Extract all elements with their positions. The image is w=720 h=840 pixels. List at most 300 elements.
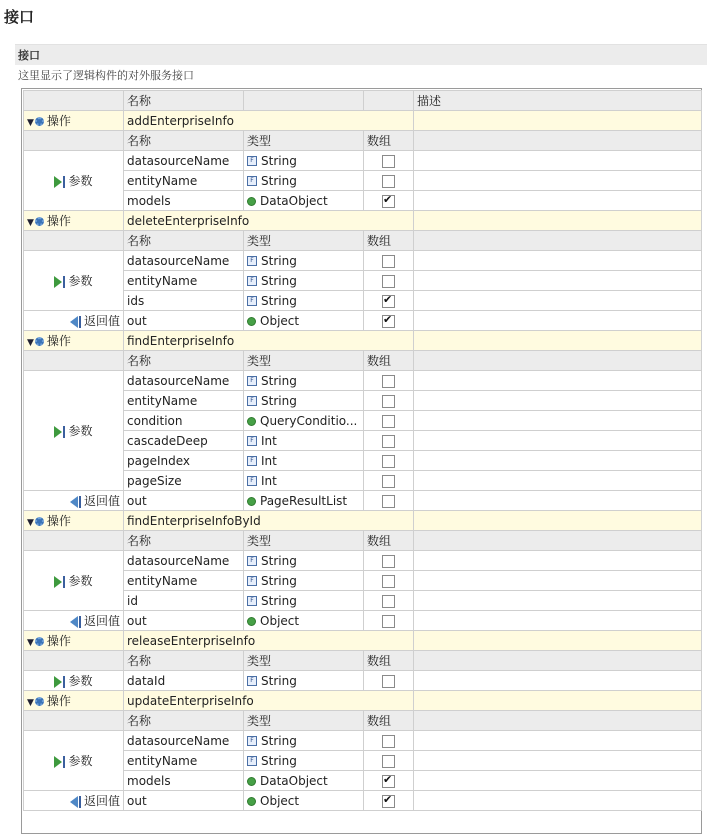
item-array[interactable]	[364, 591, 414, 611]
array-checkbox[interactable]	[382, 735, 395, 748]
object-type-icon	[247, 317, 256, 326]
operation-row[interactable]	[24, 691, 702, 711]
param-in-bar-icon	[63, 176, 65, 188]
operation-label: 操作	[46, 634, 71, 648]
table-row	[24, 151, 702, 171]
returns-label: 返回值	[83, 494, 120, 508]
table-row	[24, 191, 702, 211]
item-array[interactable]	[364, 551, 414, 571]
item-desc	[414, 471, 702, 491]
operation-name: addEnterpriseInfo	[124, 111, 414, 131]
array-checkbox[interactable]	[382, 775, 395, 788]
collapse-triangle-icon[interactable]: ▼	[27, 698, 34, 708]
table-row	[24, 471, 702, 491]
returns-group-label	[24, 491, 124, 511]
table-row	[24, 371, 702, 391]
item-array[interactable]	[364, 271, 414, 291]
operation-row[interactable]	[24, 511, 702, 531]
collapse-triangle-icon[interactable]: ▼	[27, 338, 34, 348]
item-type	[244, 471, 364, 491]
param-in-arrow-icon	[54, 176, 62, 188]
item-type	[244, 571, 364, 591]
item-desc	[414, 591, 702, 611]
item-name: datasourceName	[124, 151, 244, 171]
primitive-type-icon: F	[247, 376, 257, 386]
return-arrow-icon	[70, 616, 78, 628]
operation-label: 操作	[46, 694, 71, 708]
return-arrow-icon	[70, 796, 78, 808]
primitive-type-icon: F	[247, 576, 257, 586]
table-row	[24, 271, 702, 291]
table-row	[24, 771, 702, 791]
collapse-triangle-icon[interactable]: ▼	[27, 518, 34, 528]
params-group-label	[24, 251, 124, 311]
item-type-label: String	[261, 733, 297, 748]
operation-name: updateEnterpriseInfo	[124, 691, 414, 711]
array-checkbox[interactable]	[382, 395, 395, 408]
section-title: 接口	[18, 49, 40, 62]
table-row	[24, 451, 702, 471]
header-desc: 描述	[414, 91, 702, 111]
item-array[interactable]	[364, 311, 414, 331]
header-blank-cell	[244, 91, 364, 111]
item-type	[244, 791, 364, 811]
array-checkbox[interactable]	[382, 275, 395, 288]
object-type-icon	[247, 777, 256, 786]
item-type-label: DataObject	[260, 773, 328, 788]
page-title: 接口	[4, 8, 35, 26]
item-type-label: String	[261, 273, 297, 288]
item-type	[244, 251, 364, 271]
item-name: out	[124, 611, 244, 631]
item-type	[244, 731, 364, 751]
params-group-label	[24, 371, 124, 491]
item-array[interactable]	[364, 671, 414, 691]
table-row	[24, 291, 702, 311]
param-in-bar-icon	[63, 576, 65, 588]
item-type	[244, 371, 364, 391]
primitive-type-icon: F	[247, 736, 257, 746]
array-checkbox[interactable]	[382, 575, 395, 588]
item-array[interactable]	[364, 191, 414, 211]
param-in-bar-icon	[63, 426, 65, 438]
array-checkbox[interactable]	[382, 295, 395, 308]
params-group-label	[24, 151, 124, 211]
sub-header-row	[24, 651, 702, 671]
params-label: 参数	[68, 424, 93, 438]
sub-header-blank	[24, 131, 124, 151]
item-type-label: DataObject	[260, 193, 328, 208]
params-group-label	[24, 551, 124, 611]
params-label: 参数	[68, 574, 93, 588]
param-in-bar-icon	[63, 276, 65, 288]
param-in-arrow-icon	[54, 426, 62, 438]
item-name: pageIndex	[124, 451, 244, 471]
array-checkbox[interactable]	[382, 315, 395, 328]
sub-header-type: 类型	[244, 351, 364, 371]
table-row	[24, 611, 702, 631]
item-array[interactable]	[364, 771, 414, 791]
primitive-type-icon: F	[247, 456, 257, 466]
params-label: 参数	[68, 174, 93, 188]
item-name: entityName	[124, 271, 244, 291]
item-desc	[414, 451, 702, 471]
sub-header-desc	[414, 351, 702, 371]
item-array[interactable]	[364, 171, 414, 191]
item-type	[244, 451, 364, 471]
item-desc	[414, 151, 702, 171]
params-group-label	[24, 671, 124, 691]
item-name: id	[124, 591, 244, 611]
item-type	[244, 151, 364, 171]
operation-name: findEnterpriseInfoById	[124, 511, 414, 531]
array-checkbox[interactable]	[382, 415, 395, 428]
collapse-triangle-icon[interactable]: ▼	[27, 218, 34, 228]
table-row	[24, 571, 702, 591]
operation-name: deleteEnterpriseInfo	[124, 211, 414, 231]
sub-header-array: 数组	[364, 351, 414, 371]
table-row	[24, 391, 702, 411]
item-type-label: PageResultList	[260, 493, 348, 508]
params-label: 参数	[68, 754, 93, 768]
sub-header-row	[24, 351, 702, 371]
item-desc	[414, 251, 702, 271]
item-type	[244, 271, 364, 291]
sub-header-blank	[24, 231, 124, 251]
sub-header-blank	[24, 651, 124, 671]
item-desc	[414, 391, 702, 411]
array-checkbox[interactable]	[382, 175, 395, 188]
sub-header-desc	[414, 711, 702, 731]
operation-row[interactable]	[24, 211, 702, 231]
array-checkbox[interactable]	[382, 255, 395, 268]
operation-row[interactable]	[24, 331, 702, 351]
returns-label: 返回值	[83, 614, 120, 628]
operation-label: 操作	[46, 334, 71, 348]
item-name: pageSize	[124, 471, 244, 491]
sub-header-row	[24, 711, 702, 731]
param-in-arrow-icon	[54, 576, 62, 588]
array-checkbox[interactable]	[382, 555, 395, 568]
sub-header-desc	[414, 131, 702, 151]
operation-toggle[interactable]	[24, 111, 124, 131]
table-row	[24, 671, 702, 691]
item-type	[244, 431, 364, 451]
param-in-arrow-icon	[54, 276, 62, 288]
returns-group-label	[24, 311, 124, 331]
item-desc	[414, 431, 702, 451]
item-array[interactable]	[364, 151, 414, 171]
sub-header-name: 名称	[124, 711, 244, 731]
returns-label: 返回值	[83, 314, 120, 328]
item-array[interactable]	[364, 451, 414, 471]
item-name: out	[124, 311, 244, 331]
gear-icon	[35, 117, 44, 126]
sub-header-type: 类型	[244, 231, 364, 251]
param-in-arrow-icon	[54, 756, 62, 768]
item-name: models	[124, 771, 244, 791]
item-type	[244, 291, 364, 311]
section-header	[15, 44, 707, 65]
primitive-type-icon: F	[247, 436, 257, 446]
sub-header-array: 数组	[364, 131, 414, 151]
operation-toggle[interactable]	[24, 631, 124, 651]
sub-header-desc	[414, 531, 702, 551]
item-name: entityName	[124, 571, 244, 591]
array-checkbox[interactable]	[382, 155, 395, 168]
item-type	[244, 391, 364, 411]
gear-icon	[35, 517, 44, 526]
operation-desc	[414, 691, 702, 711]
sub-header-name: 名称	[124, 131, 244, 151]
interface-table	[23, 90, 702, 811]
table-row	[24, 311, 702, 331]
item-array[interactable]	[364, 751, 414, 771]
param-in-arrow-icon	[54, 676, 62, 688]
item-name: dataId	[124, 671, 244, 691]
item-name: datasourceName	[124, 371, 244, 391]
sub-header-name: 名称	[124, 531, 244, 551]
header-blank-cell	[24, 91, 124, 111]
item-type	[244, 771, 364, 791]
item-array[interactable]	[364, 731, 414, 751]
item-type	[244, 751, 364, 771]
table-row	[24, 591, 702, 611]
array-checkbox[interactable]	[382, 595, 395, 608]
item-type-label: String	[261, 393, 297, 408]
item-desc	[414, 671, 702, 691]
item-type-label: String	[261, 753, 297, 768]
item-desc	[414, 371, 702, 391]
operation-toggle[interactable]	[24, 211, 124, 231]
operation-toggle[interactable]	[24, 511, 124, 531]
sub-header-desc	[414, 651, 702, 671]
item-array[interactable]	[364, 251, 414, 271]
primitive-type-icon: F	[247, 396, 257, 406]
sub-header-desc	[414, 231, 702, 251]
operation-name: releaseEnterpriseInfo	[124, 631, 414, 651]
returns-group-label	[24, 791, 124, 811]
item-name: out	[124, 491, 244, 511]
item-type-label: String	[261, 153, 297, 168]
item-desc	[414, 791, 702, 811]
table-row	[24, 791, 702, 811]
sub-header-array: 数组	[364, 711, 414, 731]
sub-header-row	[24, 531, 702, 551]
array-checkbox[interactable]	[382, 195, 395, 208]
sub-header-array: 数组	[364, 531, 414, 551]
item-desc	[414, 411, 702, 431]
item-type	[244, 671, 364, 691]
primitive-type-icon: F	[247, 476, 257, 486]
item-type-label: Int	[261, 433, 277, 448]
item-array[interactable]	[364, 291, 414, 311]
sub-header-type: 类型	[244, 131, 364, 151]
item-type-label: Int	[261, 453, 277, 468]
primitive-type-icon: F	[247, 256, 257, 266]
param-in-bar-icon	[63, 756, 65, 768]
primitive-type-icon: F	[247, 296, 257, 306]
item-desc	[414, 311, 702, 331]
item-type-label: String	[261, 293, 297, 308]
item-name: models	[124, 191, 244, 211]
gear-icon	[35, 337, 44, 346]
item-type	[244, 551, 364, 571]
object-type-icon	[247, 497, 256, 506]
item-type	[244, 411, 364, 431]
item-desc	[414, 491, 702, 511]
header-blank-cell	[364, 91, 414, 111]
primitive-type-icon: F	[247, 176, 257, 186]
table-row	[24, 551, 702, 571]
item-array[interactable]	[364, 431, 414, 451]
return-bar-icon	[79, 616, 81, 628]
params-group-label	[24, 731, 124, 791]
item-type	[244, 591, 364, 611]
item-desc	[414, 271, 702, 291]
item-type-label: String	[261, 673, 297, 688]
item-name: ids	[124, 291, 244, 311]
item-name: out	[124, 791, 244, 811]
sub-header-type: 类型	[244, 711, 364, 731]
array-checkbox[interactable]	[382, 795, 395, 808]
sub-header-blank	[24, 711, 124, 731]
table-row	[24, 171, 702, 191]
primitive-type-icon: F	[247, 596, 257, 606]
params-label: 参数	[68, 674, 93, 688]
item-array[interactable]	[364, 411, 414, 431]
header-name: 名称	[124, 91, 244, 111]
item-type-label: String	[261, 173, 297, 188]
sub-header-blank	[24, 351, 124, 371]
array-checkbox[interactable]	[382, 755, 395, 768]
params-label: 参数	[68, 274, 93, 288]
sub-header-name: 名称	[124, 351, 244, 371]
item-type-label: Int	[261, 473, 277, 488]
return-bar-icon	[79, 796, 81, 808]
array-checkbox[interactable]	[382, 435, 395, 448]
item-desc	[414, 731, 702, 751]
operation-label: 操作	[46, 514, 71, 528]
item-type-label: String	[261, 553, 297, 568]
item-array[interactable]	[364, 471, 414, 491]
table-row	[24, 431, 702, 451]
item-desc	[414, 771, 702, 791]
table-row	[24, 491, 702, 511]
array-checkbox[interactable]	[382, 495, 395, 508]
item-type-label: Object	[260, 793, 300, 808]
object-type-icon	[247, 617, 256, 626]
operation-desc	[414, 331, 702, 351]
return-arrow-icon	[70, 496, 78, 508]
object-type-icon	[247, 417, 256, 426]
item-name: datasourceName	[124, 551, 244, 571]
item-array[interactable]	[364, 791, 414, 811]
item-name: datasourceName	[124, 731, 244, 751]
item-array[interactable]	[364, 491, 414, 511]
array-checkbox[interactable]	[382, 675, 395, 688]
operation-label: 操作	[46, 114, 71, 128]
operation-row[interactable]	[24, 111, 702, 131]
item-type	[244, 491, 364, 511]
item-type	[244, 311, 364, 331]
item-desc	[414, 191, 702, 211]
item-type-label: Object	[260, 313, 300, 328]
item-type-label: String	[261, 373, 297, 388]
item-type-label: String	[261, 573, 297, 588]
returns-group-label	[24, 611, 124, 631]
return-bar-icon	[79, 496, 81, 508]
array-checkbox[interactable]	[382, 475, 395, 488]
operation-label: 操作	[46, 214, 71, 228]
table-header-row	[24, 91, 702, 111]
gear-icon	[35, 637, 44, 646]
object-type-icon	[247, 797, 256, 806]
item-name: datasourceName	[124, 251, 244, 271]
sub-header-array: 数组	[364, 651, 414, 671]
sub-header-name: 名称	[124, 651, 244, 671]
primitive-type-icon: F	[247, 276, 257, 286]
item-array[interactable]	[364, 611, 414, 631]
item-name: entityName	[124, 751, 244, 771]
gear-icon	[35, 217, 44, 226]
item-type-label: QueryConditio...	[260, 413, 358, 428]
primitive-type-icon: F	[247, 676, 257, 686]
sub-header-row	[24, 131, 702, 151]
item-desc	[414, 291, 702, 311]
object-type-icon	[247, 197, 256, 206]
item-desc	[414, 751, 702, 771]
sub-header-name: 名称	[124, 231, 244, 251]
item-desc	[414, 571, 702, 591]
section-description: 这里显示了逻辑构件的对外服务接口	[18, 69, 194, 82]
item-type	[244, 191, 364, 211]
item-desc	[414, 611, 702, 631]
table-row	[24, 411, 702, 431]
item-name: entityName	[124, 391, 244, 411]
sub-header-row	[24, 231, 702, 251]
array-checkbox[interactable]	[382, 375, 395, 388]
operation-toggle[interactable]	[24, 691, 124, 711]
item-name: cascadeDeep	[124, 431, 244, 451]
operation-row[interactable]	[24, 631, 702, 651]
operation-desc	[414, 511, 702, 531]
return-bar-icon	[79, 316, 81, 328]
item-type-label: String	[261, 593, 297, 608]
operation-desc	[414, 211, 702, 231]
item-array[interactable]	[364, 371, 414, 391]
collapse-triangle-icon[interactable]: ▼	[27, 118, 34, 128]
item-name: condition	[124, 411, 244, 431]
collapse-triangle-icon[interactable]: ▼	[27, 638, 34, 648]
param-in-bar-icon	[63, 676, 65, 688]
gear-icon	[35, 697, 44, 706]
item-type	[244, 171, 364, 191]
item-array[interactable]	[364, 571, 414, 591]
item-desc	[414, 551, 702, 571]
item-array[interactable]	[364, 391, 414, 411]
item-name: entityName	[124, 171, 244, 191]
return-arrow-icon	[70, 316, 78, 328]
item-type-label: Object	[260, 613, 300, 628]
array-checkbox[interactable]	[382, 455, 395, 468]
operation-desc	[414, 631, 702, 651]
operation-toggle[interactable]	[24, 331, 124, 351]
primitive-type-icon: F	[247, 156, 257, 166]
sub-header-type: 类型	[244, 651, 364, 671]
array-checkbox[interactable]	[382, 615, 395, 628]
primitive-type-icon: F	[247, 756, 257, 766]
